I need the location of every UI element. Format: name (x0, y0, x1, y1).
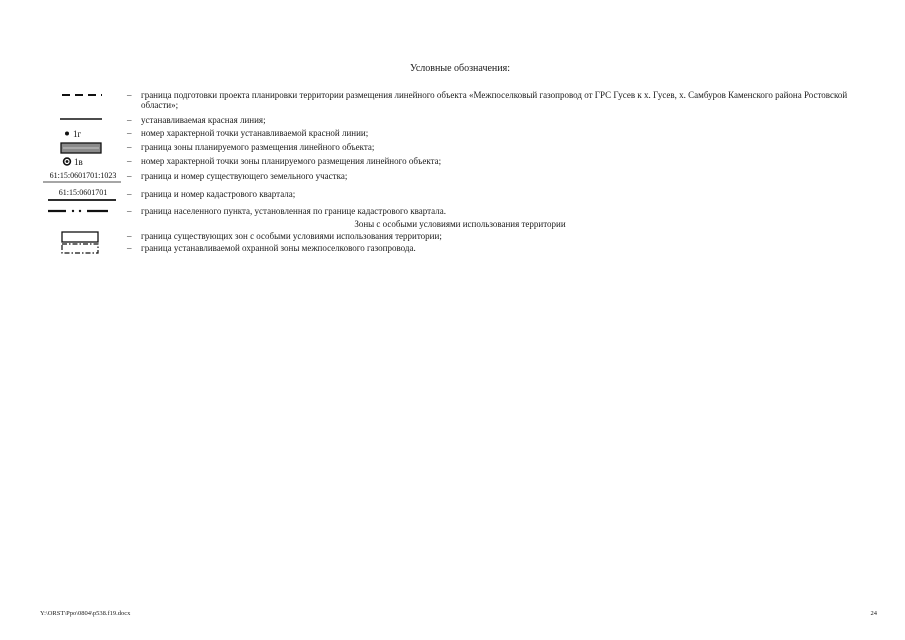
page-number: 24 (870, 610, 877, 617)
legend-text: устанавливаемая красная линия; (141, 115, 266, 125)
solid-line-symbol (40, 115, 124, 125)
dash-dot-line-symbol (40, 206, 124, 216)
zone-rect-symbol (40, 142, 124, 154)
legend-text: граница и номер существующего земельного участка; (141, 171, 348, 181)
zones-subheading: Зоны с особыми условиями использования территории (354, 219, 566, 229)
legend-text: номер характерной точки зоны планируемого размещения линейного объекта; (141, 156, 442, 166)
legend-text: граница и номер кадастрового квартала; (141, 189, 296, 199)
legend-dash: – (127, 189, 132, 199)
legend-dash: – (127, 231, 132, 241)
legend-dash: – (127, 115, 132, 125)
protection-zone-symbol (40, 243, 124, 255)
legend-dash: – (127, 156, 132, 166)
legend-dash: – (127, 171, 132, 181)
legend-text: граница подготовки проекта планировки территории размещения линейного объекта «Межпоселковый газопровод от ГРС Гусев к х. Гусев, х. Самбуров Каменского района Ростовской области»; (141, 90, 848, 110)
legend-text: граница населенного пункта, установленная по границе кадастрового квартала. (141, 206, 446, 216)
legend-title: Условные обозначения: (409, 63, 510, 74)
legend-dash: – (127, 128, 132, 138)
legend-dash: – (127, 243, 132, 253)
footer-file-path: Y:\ORST\Ppo\0804\p538.f19.docx (40, 610, 131, 617)
legend-dash: – (127, 90, 132, 100)
legend-text: граница зоны планируемого размещения линейного объекта; (141, 142, 375, 152)
special-zone-symbol (40, 231, 124, 243)
legend-text: граница устанавливаемой охранной зоны межпоселкового газопровода. (141, 243, 416, 253)
ring-point-symbol (40, 156, 124, 167)
legend-dash: – (127, 142, 132, 152)
point-label: 1г (73, 129, 82, 139)
quarter-label-symbol (40, 186, 124, 202)
legend-text: номер характерной точки устанавливаемой красной линии; (141, 128, 369, 138)
parcel-number: 61:15:0601701:1023 (49, 171, 117, 180)
parcel-label-symbol (40, 169, 124, 185)
legend-text: граница существующих зон с особыми условиями использования территории; (141, 231, 442, 241)
dashed-line-symbol (40, 90, 124, 100)
quarter-number: 61:15:0601701 (58, 188, 108, 197)
ring-point-label: 1в (74, 157, 83, 167)
legend-dash: – (127, 206, 132, 216)
point-symbol (40, 128, 124, 139)
